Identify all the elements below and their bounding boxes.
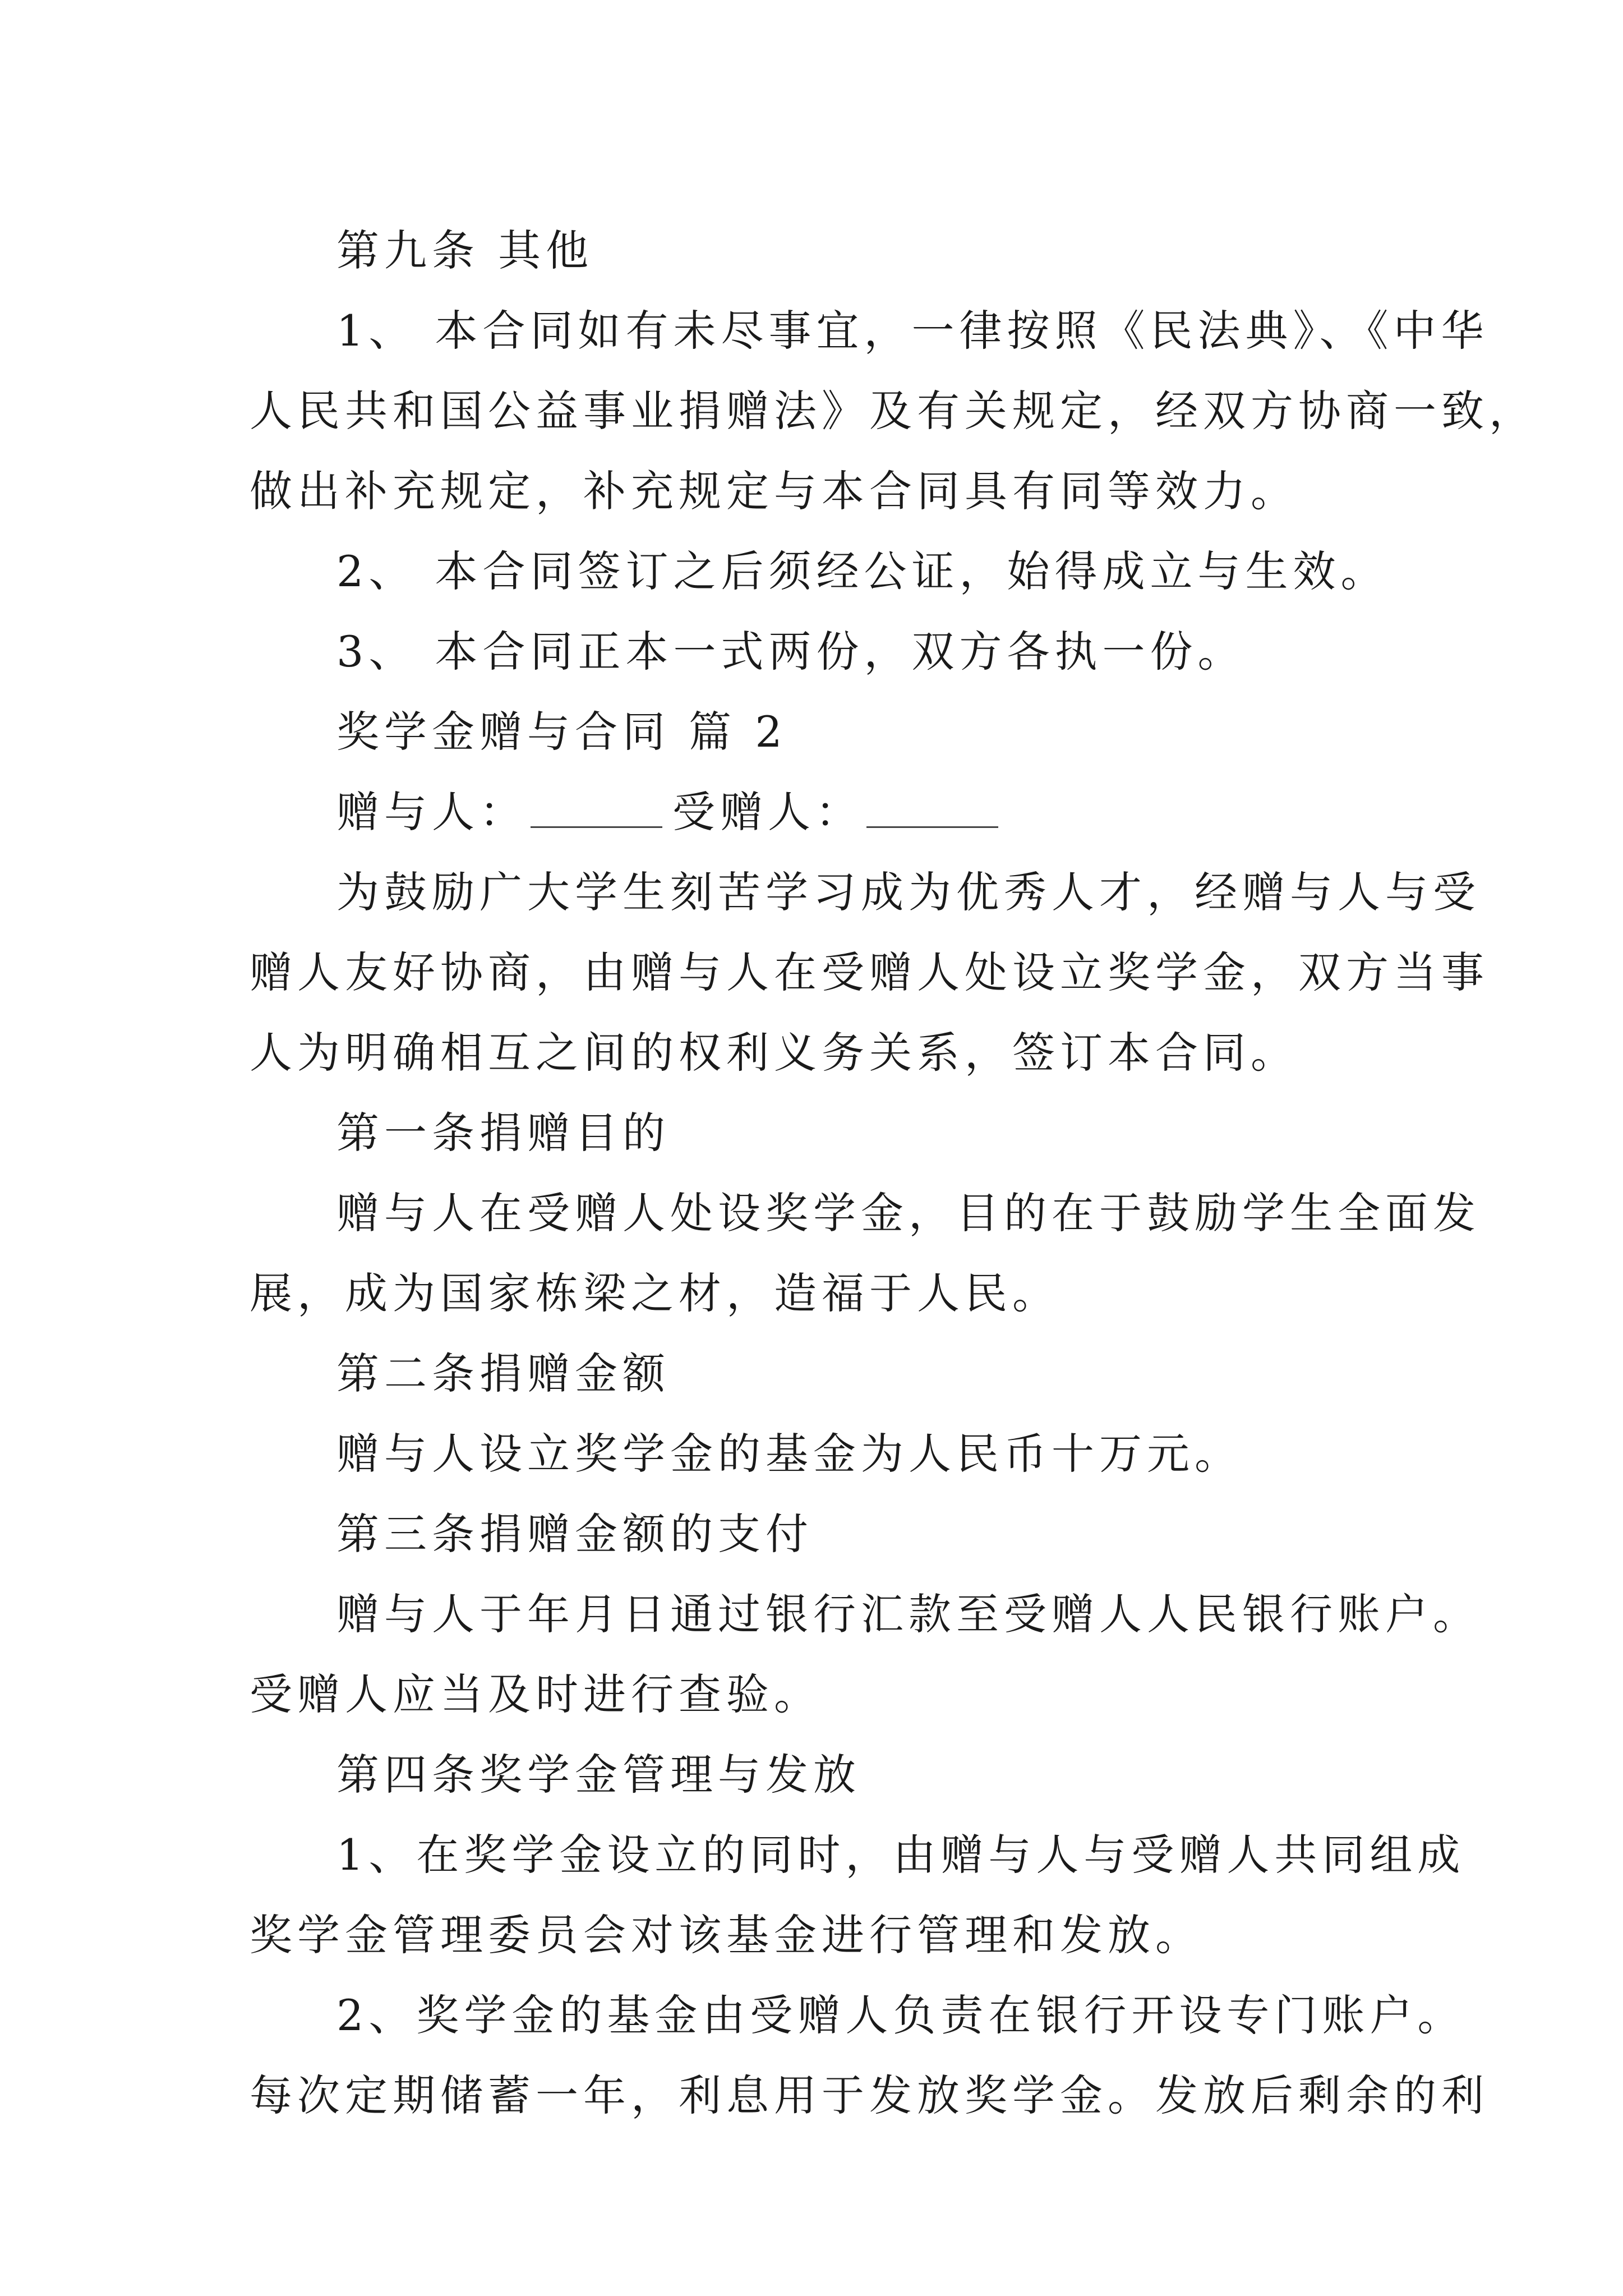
paragraph-line: 3、 本合同正本一式两份，双方各执一份。	[336, 627, 1246, 677]
paragraph-line: 人为明确相互之间的权利义务关系，签订本合同。	[250, 1028, 1298, 1078]
donee-blank	[866, 824, 998, 828]
parties-line	[250, 772, 1388, 852]
paragraph-line: 赠与人于年月日通过银行汇款至受赠人人民银行账户。	[336, 1589, 1481, 1639]
paragraph-line: 赠与人设立奖学金的基金为人民币十万元。	[336, 1429, 1242, 1479]
article-2-heading: 第二条捐赠金额	[336, 1349, 670, 1398]
document-body	[250, 210, 1537, 2136]
paragraph-line: 2、奖学金的基金由受赠人负责在银行开设专门账户。	[336, 1990, 1465, 2040]
article-9-heading: 第九条 其他	[336, 226, 594, 275]
paragraph-line: 每次定期储蓄一年，利息用于发放奖学金。发放后剩余的利	[250, 2070, 1489, 2120]
paragraph-line: 1、 本合同如有未尽事宜，一律按照《民法典》、《中华	[336, 306, 1489, 356]
article-4-heading: 第四条奖学金管理与发放	[336, 1750, 861, 1800]
paragraph-line: 做出补充规定，补充规定与本合同具有同等效力。	[250, 466, 1298, 516]
paragraph-line: 人民共和国公益事业捐赠法》及有关规定，经双方协商一致，	[250, 386, 1537, 436]
paragraph-line: 赠与人在受赠人处设奖学金，目的在于鼓励学生全面发	[336, 1188, 1481, 1238]
paragraph-line: 为鼓励广大学生刻苦学习成为优秀人才，经赠与人与受	[336, 867, 1481, 917]
section-title: 奖学金赠与合同 篇 2	[336, 707, 787, 757]
article-1-heading: 第一条捐赠目的	[336, 1108, 670, 1158]
paragraph-line: 受赠人应当及时进行查验。	[250, 1669, 822, 1719]
article-3-heading: 第三条捐赠金额的支付	[336, 1509, 813, 1559]
paragraph-line: 展，成为国家栋梁之材，造福于人民。	[250, 1268, 1060, 1318]
paragraph-line: 2、 本合同签订之后须经公证，始得成立与生效。	[336, 546, 1389, 596]
donee-label: 受赠人：	[672, 787, 863, 837]
donor-label: 赠与人：	[336, 787, 527, 837]
paragraph-line: 赠人友好协商，由赠与人在受赠人处设立奖学金，双方当事	[250, 947, 1489, 997]
donor-blank	[531, 824, 662, 828]
paragraph-line: 奖学金管理委员会对该基金进行管理和发放。	[250, 1910, 1203, 1960]
paragraph-line: 1、在奖学金设立的同时，由赠与人与受赠人共同组成	[336, 1830, 1465, 1880]
